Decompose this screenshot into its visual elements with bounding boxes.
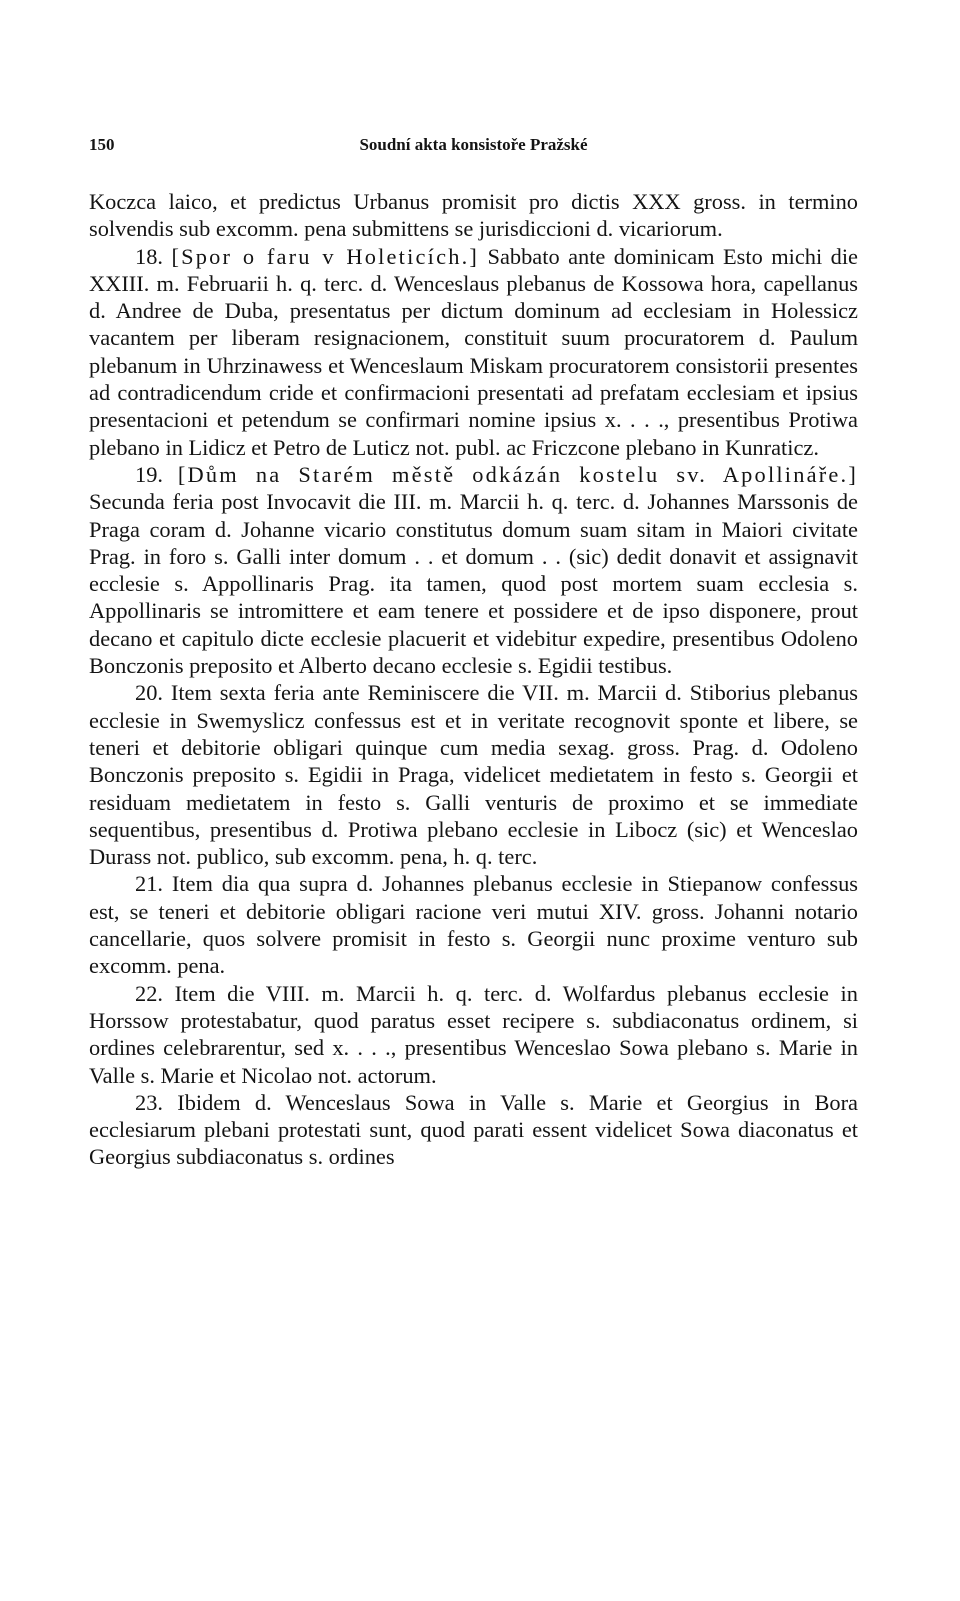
entry-23 xyxy=(89,1089,858,1171)
entry-number: 22. xyxy=(135,980,163,1006)
entry-21 xyxy=(89,870,858,979)
entry-text: Item dia qua supra d. Johannes plebanus ecclesie in Stiepanow confessus est, se teneri et debitorie obligari racione veri mutui XIV. gross. Johanni notario cancellarie, quos solvere promisit in festo s. Georgii nunc proxime venturo sub excomm. pena. xyxy=(89,871,858,979)
entry-text: Secunda feria post Invocavit die III. m. Marcii h. q. terc. d. Johannes Marssonis de Praga coram d. Johanne vicario constitutus domum suam sitam in Maiori civitate Prag. in foro s. Galli inter domum . . et domum . . (sic) dedit donavit et assignavit ecclesie s. Appollinaris Prag. ita tamen, quod post mortem suam ecclesia s. Appollinaris se intromittere et eam tenere et possidere et de ipso disponere, prout decano et capitulo dicte ecclesie placuerit et videbitur expedire, presentibus Odoleno Bonczonis preposito et Alberto decano ecclesie s. Egidii testibus. xyxy=(89,489,858,679)
entry-text: Ibidem d. Wenceslaus Sowa in Valle s. Marie et Georgius in Bora ecclesiarum plebani protestati sunt, quod parati essent videlicet Sowa diaconatus et Georgius subdiaconatus s. ordines xyxy=(89,1089,858,1170)
entry-text: Item sexta feria ante Reminiscere die VII. m. Marcii d. Stiborius plebanus ecclesie in Swemyslicz confessus est et in veritate recognovit sponte et libere, se teneri et debitorie obligari quinque cum media sexag. gross. Prag. d. Odoleno Bonczonis preposito s. Egidii in Praga, videlicet medietatem in festo s. Georgii et residuam medietatem in festo s. Galli venturis de proximo et se immediate sequentibus, presentibus d. Protiwa plebano ecclesie in Libocz (sic) et Wenceslao Durass not. publico, sub excomm. pena, h. q. terc. xyxy=(89,680,858,870)
entry-number: 23. xyxy=(135,1089,163,1115)
continuation-paragraph: Koczca laico, et predictus Urbanus promisit pro dictis XXX gross. in termino solvendis sub excomm. pena submittens se jurisdiccioni d. vicariorum. xyxy=(89,189,858,242)
entry-number: 21. xyxy=(135,871,163,897)
entry-heading: [Dům na Starém městě odkázán kostelu sv. Apollináře.] xyxy=(177,461,858,487)
entry-text: Sabbato ante dominicam Esto michi die XXIII. m. Februarii h. q. terc. d. Wenceslaus plebanus de Kossowa hora, capellanus d. Andree de Duba, presentatus per dictum dominum ad ecclesiam in Holessicz vacantem per liberam resignacionem, constituit suum procuratorem d. Paulum plebanum in Uhrzinawess et Wenceslaum Miskam procuratorem consistorii presentes ad contradicendum cride et confirmacioni presentati ad prefatam ecclesiam et ipsius presentacioni et petendum se confirmari nomine ipsius x. . . ., presentibus Protiwa plebano in Lidicz et Petro de Luticz not. publ. ac Friczcone plebano in Kunraticz. xyxy=(89,243,858,460)
entry-number: 19. xyxy=(135,461,163,487)
entry-number: 20. xyxy=(135,680,163,706)
entry-19 xyxy=(89,461,858,679)
entry-heading: [Spor o faru v Holeticích.] xyxy=(171,243,480,269)
entry-18 xyxy=(89,243,858,461)
entry-22 xyxy=(89,980,858,1089)
entry-text: Item die VIII. m. Marcii h. q. terc. d. Wolfardus plebanus ecclesie in Horssow protestabatur, quod paratus esset recipere s. subdiaconatus ordinem, si ordines celebrarentur, sed x. . . ., presentibus Wenceslao Sowa plebano s. Marie in Valle s. Marie et Nicolao not. actorum. xyxy=(89,980,858,1088)
body-text xyxy=(89,188,858,1171)
entry-number: 18. xyxy=(135,243,163,269)
running-title: Soudní akta konsistoře Pražské xyxy=(359,135,588,154)
page-number: 150 xyxy=(89,135,115,154)
running-head xyxy=(89,133,858,157)
entry-20 xyxy=(89,679,858,870)
